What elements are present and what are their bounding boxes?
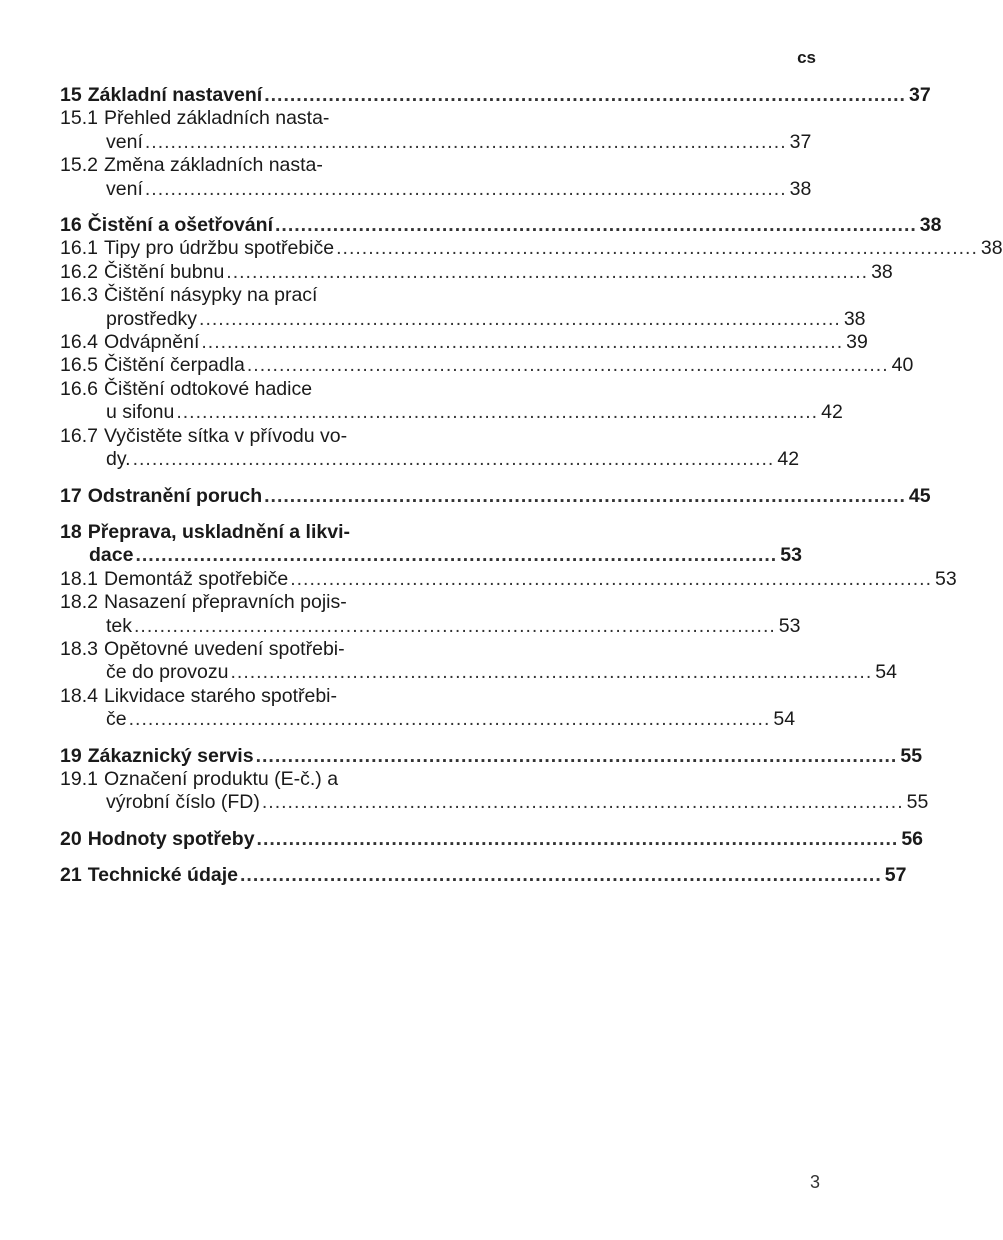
toc-entry-16-1[interactable] xyxy=(60,237,1003,260)
toc-entry-16-6-cont[interactable] xyxy=(60,401,843,424)
toc-entry-15-2[interactable] xyxy=(60,154,420,177)
toc-entry-title: Označení produktu (E-č.) a xyxy=(103,767,339,790)
toc-entry-page: 55 xyxy=(906,791,929,814)
toc-leader-dots: .................................................................................................... xyxy=(176,401,819,424)
toc-entry-18-cont[interactable] xyxy=(60,544,802,567)
toc-entry-title: Vyčistěte sítka v přívodu vo- xyxy=(103,424,348,447)
toc-entry-title: Hodnoty spotřeby xyxy=(87,827,255,850)
toc-entry-17[interactable] xyxy=(60,484,931,508)
toc-entry-title-cont: vení xyxy=(106,177,143,200)
toc-entry-title-cont: prostředky xyxy=(106,307,198,330)
toc-entry-page: 42 xyxy=(777,448,800,471)
toc-section-16 xyxy=(60,214,1003,471)
toc-entry-page: 54 xyxy=(875,661,897,684)
toc-entry-16-6[interactable] xyxy=(60,378,420,401)
toc-entry-15-1-cont[interactable] xyxy=(60,130,812,154)
toc-entry-page: 55 xyxy=(900,744,923,767)
toc-entry-page: 42 xyxy=(821,401,843,424)
toc-entry-title: Přehled základních nasta- xyxy=(103,107,330,130)
toc-entry-page: 38 xyxy=(789,177,812,200)
toc-entry-page: 56 xyxy=(901,827,924,850)
toc-leader-dots: .................................................................................................... xyxy=(256,827,899,850)
toc-entry-number: 16.7 xyxy=(60,424,98,447)
toc-entry-number: 16.6 xyxy=(60,377,98,400)
toc-entry-title: Čistění a ošetřování xyxy=(87,214,274,237)
toc-entry-page: 39 xyxy=(846,331,868,354)
toc-entry-title-cont: če do provozu xyxy=(106,661,229,684)
toc-entry-number: 16.5 xyxy=(60,354,98,377)
toc-entry-number: 15.2 xyxy=(60,154,98,177)
toc-entry-title: Nasazení přepravních pojis- xyxy=(103,591,347,614)
toc-entry-title: Odvápnění xyxy=(103,331,200,354)
toc-entry-number: 19 xyxy=(60,744,82,767)
toc-entry-number: 18.2 xyxy=(60,591,98,614)
toc-entry-title: Přeprava, uskladnění a likvi- xyxy=(87,520,350,543)
toc-entry-number: 20 xyxy=(60,827,82,850)
toc-leader-dots: .................................................................................................... xyxy=(264,84,906,106)
toc-entry-title: Čištění čerpadla xyxy=(103,354,245,377)
toc-entry-title-cont: vení xyxy=(106,130,143,153)
toc-entry-18[interactable] xyxy=(60,521,420,544)
toc-entry-number: 16.2 xyxy=(60,260,98,283)
toc-entry-19[interactable] xyxy=(60,744,923,768)
toc-entry-page: 38 xyxy=(980,237,1003,260)
toc-entry-title: Tipy pro údržbu spotřebiče xyxy=(103,237,335,260)
toc-entry-page: 37 xyxy=(908,84,931,106)
toc-entry-title: Čištění bubnu xyxy=(103,260,225,283)
toc-leader-dots: .................................................................................................... xyxy=(226,260,869,283)
toc-entry-number: 16.1 xyxy=(60,237,98,260)
toc-entry-number: 16.4 xyxy=(60,331,98,354)
toc-leader-dots: .................................................................................................... xyxy=(135,544,778,567)
toc-entry-page: 57 xyxy=(884,864,907,887)
toc-entry-18-2-cont[interactable] xyxy=(60,614,801,638)
toc-entry-number: 16.3 xyxy=(60,284,98,307)
toc-entry-16[interactable] xyxy=(60,214,942,237)
toc-entry-title-cont: tek xyxy=(106,614,133,637)
toc-entry-16-3[interactable] xyxy=(60,284,420,307)
toc-entry-title-cont: výrobní číslo (FD) xyxy=(106,791,260,814)
toc-leader-dots: .................................................................................................... xyxy=(336,237,978,260)
toc-entry-page: 38 xyxy=(919,214,942,237)
toc-entry-number: 17 xyxy=(60,484,82,507)
toc-entry-title: Čištění násypky na prací xyxy=(103,284,318,307)
toc-leader-dots: .................................................................................................... xyxy=(239,864,882,887)
toc-leader-dots: .................................................................................................... xyxy=(128,708,771,731)
toc-entry-title: Demontáž spotřebiče xyxy=(103,567,289,590)
toc-leader-dots: .................................................................................................... xyxy=(132,448,775,471)
toc-section-20 xyxy=(60,827,924,851)
toc-entry-page: 53 xyxy=(935,567,957,590)
toc-entry-16-4[interactable] xyxy=(60,331,868,354)
toc-entry-16-3-cont[interactable] xyxy=(60,307,866,331)
toc-entry-15-1[interactable] xyxy=(60,107,420,130)
toc-leader-dots: .................................................................................................... xyxy=(246,354,889,377)
toc-entry-page: 38 xyxy=(871,260,893,283)
toc-leader-dots: .................................................................................................... xyxy=(201,331,844,354)
toc-entry-title: Technické údaje xyxy=(87,864,238,887)
toc-section-15 xyxy=(60,84,931,201)
toc-entry-16-2[interactable] xyxy=(60,260,893,284)
toc-leader-dots: .................................................................................................... xyxy=(275,214,917,237)
toc-entry-title: Změna základních nasta- xyxy=(103,154,323,177)
toc-leader-dots: .................................................................................................... xyxy=(255,744,898,767)
toc-entry-title: Likvidace starého spotřebi- xyxy=(103,684,337,707)
toc-entry-page: 37 xyxy=(789,130,812,153)
toc-entry-number: 16 xyxy=(60,214,82,237)
language-code: cs xyxy=(797,48,816,67)
toc-entry-title-cont: dy. xyxy=(106,448,131,471)
toc-section-18 xyxy=(60,520,957,732)
toc-entry-page: 53 xyxy=(780,544,802,567)
toc-entry-15-2-cont[interactable] xyxy=(60,177,812,201)
toc-entry-number: 18.4 xyxy=(60,684,98,707)
toc-entry-16-7[interactable] xyxy=(60,425,420,448)
toc-leader-dots: .................................................................................................... xyxy=(144,177,787,200)
toc-entry-page: 38 xyxy=(843,307,866,330)
toc-entry-title: Čištění odtokové hadice xyxy=(103,377,313,400)
toc-entry-title: Odstranění poruch xyxy=(87,484,263,507)
toc-section-19 xyxy=(60,744,929,815)
toc-leader-dots: .................................................................................................... xyxy=(264,484,906,507)
toc-entry-number: 21 xyxy=(60,864,82,887)
toc-entry-18-4[interactable] xyxy=(60,685,420,708)
toc-entry-title-cont: u sifonu xyxy=(106,401,175,424)
toc-entry-title: Opětovné uvedení spotřebi- xyxy=(103,637,345,660)
toc-entry-number: 18.1 xyxy=(60,567,98,590)
toc-entry-21[interactable] xyxy=(60,864,907,887)
toc-entry-15[interactable] xyxy=(60,84,931,107)
toc-entry-18-3-cont[interactable] xyxy=(60,661,897,684)
toc-leader-dots: .................................................................................................... xyxy=(230,661,873,684)
toc-section-21 xyxy=(60,864,907,887)
toc-leader-dots: .................................................................................................... xyxy=(261,791,904,814)
toc-entry-number: 15.1 xyxy=(60,107,98,130)
toc-entry-page: 53 xyxy=(778,614,801,637)
page-number: 3 xyxy=(809,1172,820,1192)
toc-entry-19-1-cont[interactable] xyxy=(60,791,929,814)
toc-entry-page: 54 xyxy=(773,708,796,731)
toc-entry-18-3[interactable] xyxy=(60,638,420,661)
toc-entry-20[interactable] xyxy=(60,827,924,851)
toc-entry-number: 18 xyxy=(60,520,82,543)
toc-entry-number: 15 xyxy=(60,84,82,106)
toc-entry-18-2[interactable] xyxy=(60,591,420,614)
toc-entry-title: Zákaznický servis xyxy=(87,744,254,767)
toc-entry-16-7-cont[interactable] xyxy=(60,448,800,471)
toc-section-17 xyxy=(60,484,931,508)
toc-entry-number: 19.1 xyxy=(60,767,98,790)
toc-leader-dots: .................................................................................................... xyxy=(290,567,932,590)
toc-leader-dots: .................................................................................................... xyxy=(199,307,841,330)
toc-entry-title-cont: če xyxy=(106,708,127,731)
toc-entry-title: Základní nastavení xyxy=(87,84,263,106)
toc-entry-number: 18.3 xyxy=(60,637,98,660)
toc-entry-18-4-cont[interactable] xyxy=(60,708,796,731)
toc-entry-page: 45 xyxy=(908,484,931,507)
toc-entry-18-1[interactable] xyxy=(60,567,957,591)
toc-leader-dots: .................................................................................................... xyxy=(144,130,787,153)
toc-entry-16-5[interactable] xyxy=(60,354,914,377)
toc-entry-page: 40 xyxy=(891,354,914,377)
toc-entry-title-cont: dace xyxy=(89,544,134,567)
toc-entry-19-1[interactable] xyxy=(60,768,420,791)
table-of-contents xyxy=(60,84,1003,901)
toc-leader-dots: .................................................................................................... xyxy=(134,614,776,637)
